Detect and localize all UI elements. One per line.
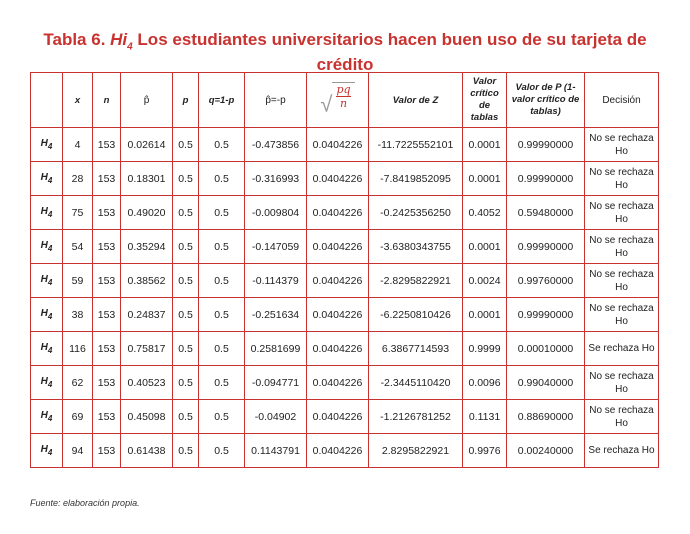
table-row xyxy=(31,332,659,366)
row-hypothesis-letter: H xyxy=(40,308,48,319)
cell-standard-error: 0.0404226 xyxy=(307,434,369,468)
formula-numerator: pq xyxy=(336,83,351,97)
cell-p: 0.5 xyxy=(173,196,199,230)
cell-p: 0.5 xyxy=(173,264,199,298)
cell-z-value: -3.6380343755 xyxy=(369,230,463,264)
cell-n: 153 xyxy=(93,128,121,162)
cell-p: 0.5 xyxy=(173,332,199,366)
cell-z-value: -1.2126781252 xyxy=(369,400,463,434)
cell-x: 38 xyxy=(63,298,93,332)
cell-q: 0.5 xyxy=(199,196,245,230)
cell-z-value: 2.8295822921 xyxy=(369,434,463,468)
row-hypothesis-subscript: 4 xyxy=(47,176,53,185)
header-decision: Decisión xyxy=(585,73,659,128)
cell-p-hat: 0.35294 xyxy=(121,230,173,264)
cell-difference: -0.009804 xyxy=(245,196,307,230)
row-hypothesis-subscript: 4 xyxy=(47,414,53,423)
row-hypothesis-letter: H xyxy=(40,240,48,251)
cell-z-value: -2.3445110420 xyxy=(369,366,463,400)
results-table xyxy=(30,72,659,468)
square-root-icon: √ xyxy=(320,91,333,117)
row-hypothesis-letter: H xyxy=(40,376,48,387)
cell-z-value: -2.8295822921 xyxy=(369,264,463,298)
cell-difference: 0.2581699 xyxy=(245,332,307,366)
cell-critical-value: 0.9999 xyxy=(463,332,507,366)
cell-p: 0.5 xyxy=(173,128,199,162)
cell-p-hat: 0.49020 xyxy=(121,196,173,230)
cell-p-value: 0.00010000 xyxy=(507,332,585,366)
table-row xyxy=(31,366,659,400)
cell-x: 116 xyxy=(63,332,93,366)
table-row xyxy=(31,298,659,332)
row-hypothesis-subscript: 4 xyxy=(47,244,53,253)
cell-critical-value: 0.0096 xyxy=(463,366,507,400)
cell-x: 62 xyxy=(63,366,93,400)
cell-q: 0.5 xyxy=(199,298,245,332)
cell-critical-value: 0.0001 xyxy=(463,162,507,196)
cell-p-value: 0.99990000 xyxy=(507,128,585,162)
table-row xyxy=(31,128,659,162)
header-z-value: Valor de Z xyxy=(369,73,463,128)
cell-q: 0.5 xyxy=(199,400,245,434)
cell-p-hat: 0.24837 xyxy=(121,298,173,332)
cell-critical-value: 0.0001 xyxy=(463,128,507,162)
cell-decision: Se rechaza Ho xyxy=(585,434,659,468)
title-rest: Los estudiantes universitarios hacen buen uso de su tarjeta de crédito xyxy=(132,30,647,75)
cell-q: 0.5 xyxy=(199,128,245,162)
row-hypothesis-letter: H xyxy=(40,206,48,217)
cell-n: 153 xyxy=(93,332,121,366)
cell-x: 94 xyxy=(63,434,93,468)
cell-p-value: 0.99990000 xyxy=(507,162,585,196)
row-hypothesis xyxy=(31,400,63,434)
cell-p-value: 0.88690000 xyxy=(507,400,585,434)
formula-denominator: n xyxy=(339,97,348,111)
cell-difference: -0.147059 xyxy=(245,230,307,264)
cell-p-hat: 0.02614 xyxy=(121,128,173,162)
cell-p-hat: 0.75817 xyxy=(121,332,173,366)
cell-decision: No se rechaza Ho xyxy=(585,196,659,230)
header-hypothesis xyxy=(31,73,63,128)
cell-p-value: 0.99040000 xyxy=(507,366,585,400)
formula-fraction xyxy=(336,83,350,110)
cell-difference: -0.114379 xyxy=(245,264,307,298)
table-row xyxy=(31,434,659,468)
header-p: p xyxy=(173,73,199,128)
row-hypothesis xyxy=(31,298,63,332)
cell-difference: -0.251634 xyxy=(245,298,307,332)
cell-p-value: 0.59480000 xyxy=(507,196,585,230)
row-hypothesis xyxy=(31,230,63,264)
table-row xyxy=(31,196,659,230)
cell-p: 0.5 xyxy=(173,298,199,332)
row-hypothesis xyxy=(31,332,63,366)
cell-p: 0.5 xyxy=(173,366,199,400)
cell-critical-value: 0.9976 xyxy=(463,434,507,468)
row-hypothesis-subscript: 4 xyxy=(47,278,53,287)
cell-x: 54 xyxy=(63,230,93,264)
cell-standard-error: 0.0404226 xyxy=(307,298,369,332)
cell-decision: Se rechaza Ho xyxy=(585,332,659,366)
cell-q: 0.5 xyxy=(199,332,245,366)
cell-decision: No se rechaza Ho xyxy=(585,128,659,162)
header-p-value: Valor de P (1-valor crítico de tablas) xyxy=(507,73,585,128)
header-difference: p̂=-p xyxy=(245,73,307,128)
cell-decision: No se rechaza Ho xyxy=(585,400,659,434)
row-hypothesis-subscript: 4 xyxy=(47,448,53,457)
cell-p-hat: 0.45098 xyxy=(121,400,173,434)
cell-difference: -0.094771 xyxy=(245,366,307,400)
cell-critical-value: 0.0001 xyxy=(463,298,507,332)
table-row xyxy=(31,264,659,298)
title-prefix: Tabla 6. xyxy=(43,30,111,49)
cell-standard-error: 0.0404226 xyxy=(307,264,369,298)
row-hypothesis xyxy=(31,264,63,298)
cell-critical-value: 0.0024 xyxy=(463,264,507,298)
header-row xyxy=(31,73,659,128)
cell-n: 153 xyxy=(93,196,121,230)
cell-z-value: -6.2250810426 xyxy=(369,298,463,332)
cell-n: 153 xyxy=(93,264,121,298)
row-hypothesis-subscript: 4 xyxy=(47,380,53,389)
table-row xyxy=(31,230,659,264)
cell-standard-error: 0.0404226 xyxy=(307,230,369,264)
title-hypothesis xyxy=(110,30,133,53)
header-q: q=1-p xyxy=(199,73,245,128)
cell-decision: No se rechaza Ho xyxy=(585,366,659,400)
cell-z-value: 6.3867714593 xyxy=(369,332,463,366)
cell-p-hat: 0.38562 xyxy=(121,264,173,298)
source-note: Fuente: elaboración propia. xyxy=(30,498,140,508)
cell-p-value: 0.99990000 xyxy=(507,230,585,264)
header-critical-value: Valor crítico de tablas xyxy=(463,73,507,128)
cell-z-value: -0.2425356250 xyxy=(369,196,463,230)
cell-x: 4 xyxy=(63,128,93,162)
row-hypothesis-letter: H xyxy=(40,138,48,149)
cell-critical-value: 0.0001 xyxy=(463,230,507,264)
cell-p: 0.5 xyxy=(173,434,199,468)
cell-standard-error: 0.0404226 xyxy=(307,162,369,196)
cell-z-value: -7.8419852095 xyxy=(369,162,463,196)
cell-n: 153 xyxy=(93,400,121,434)
header-x: x xyxy=(63,73,93,128)
header-standard-error-formula xyxy=(307,73,369,128)
table-row xyxy=(31,400,659,434)
table-row xyxy=(31,162,659,196)
cell-p-value: 0.00240000 xyxy=(507,434,585,468)
cell-p-hat: 0.61438 xyxy=(121,434,173,468)
cell-standard-error: 0.0404226 xyxy=(307,128,369,162)
row-hypothesis xyxy=(31,128,63,162)
cell-p-hat: 0.40523 xyxy=(121,366,173,400)
header-n: n xyxy=(93,73,121,128)
cell-p: 0.5 xyxy=(173,162,199,196)
cell-decision: No se rechaza Ho xyxy=(585,230,659,264)
table-title xyxy=(20,31,670,74)
cell-p-value: 0.99990000 xyxy=(507,298,585,332)
cell-p: 0.5 xyxy=(173,230,199,264)
row-hypothesis-letter: H xyxy=(40,172,48,183)
cell-critical-value: 0.4052 xyxy=(463,196,507,230)
cell-critical-value: 0.1131 xyxy=(463,400,507,434)
cell-x: 75 xyxy=(63,196,93,230)
cell-difference: -0.04902 xyxy=(245,400,307,434)
cell-q: 0.5 xyxy=(199,366,245,400)
row-hypothesis xyxy=(31,434,63,468)
cell-difference: -0.316993 xyxy=(245,162,307,196)
cell-x: 69 xyxy=(63,400,93,434)
row-hypothesis-letter: H xyxy=(40,274,48,285)
cell-n: 153 xyxy=(93,298,121,332)
cell-standard-error: 0.0404226 xyxy=(307,196,369,230)
cell-p-hat: 0.18301 xyxy=(121,162,173,196)
cell-decision: No se rechaza Ho xyxy=(585,298,659,332)
title-hypothesis-letter: Hi xyxy=(110,30,128,49)
cell-n: 153 xyxy=(93,366,121,400)
cell-p: 0.5 xyxy=(173,400,199,434)
row-hypothesis xyxy=(31,196,63,230)
cell-q: 0.5 xyxy=(199,264,245,298)
cell-n: 153 xyxy=(93,230,121,264)
cell-standard-error: 0.0404226 xyxy=(307,366,369,400)
row-hypothesis-subscript: 4 xyxy=(47,142,53,151)
cell-x: 28 xyxy=(63,162,93,196)
header-p-hat: p̂ xyxy=(121,73,173,128)
cell-decision: No se rechaza Ho xyxy=(585,264,659,298)
title-hypothesis-subscript: 4 xyxy=(127,41,133,53)
cell-z-value: -11.7225552101 xyxy=(369,128,463,162)
cell-standard-error: 0.0404226 xyxy=(307,400,369,434)
cell-q: 0.5 xyxy=(199,230,245,264)
cell-n: 153 xyxy=(93,434,121,468)
cell-difference: 0.1143791 xyxy=(245,434,307,468)
row-hypothesis-letter: H xyxy=(40,410,48,421)
cell-q: 0.5 xyxy=(199,162,245,196)
row-hypothesis-subscript: 4 xyxy=(47,210,53,219)
cell-q: 0.5 xyxy=(199,434,245,468)
cell-standard-error: 0.0404226 xyxy=(307,332,369,366)
row-hypothesis-subscript: 4 xyxy=(47,312,53,321)
cell-x: 59 xyxy=(63,264,93,298)
cell-n: 153 xyxy=(93,162,121,196)
cell-decision: No se rechaza Ho xyxy=(585,162,659,196)
row-hypothesis xyxy=(31,366,63,400)
row-hypothesis xyxy=(31,162,63,196)
cell-difference: -0.473856 xyxy=(245,128,307,162)
row-hypothesis-letter: H xyxy=(40,444,48,455)
row-hypothesis-subscript: 4 xyxy=(47,346,53,355)
cell-p-value: 0.99760000 xyxy=(507,264,585,298)
row-hypothesis-letter: H xyxy=(40,342,48,353)
